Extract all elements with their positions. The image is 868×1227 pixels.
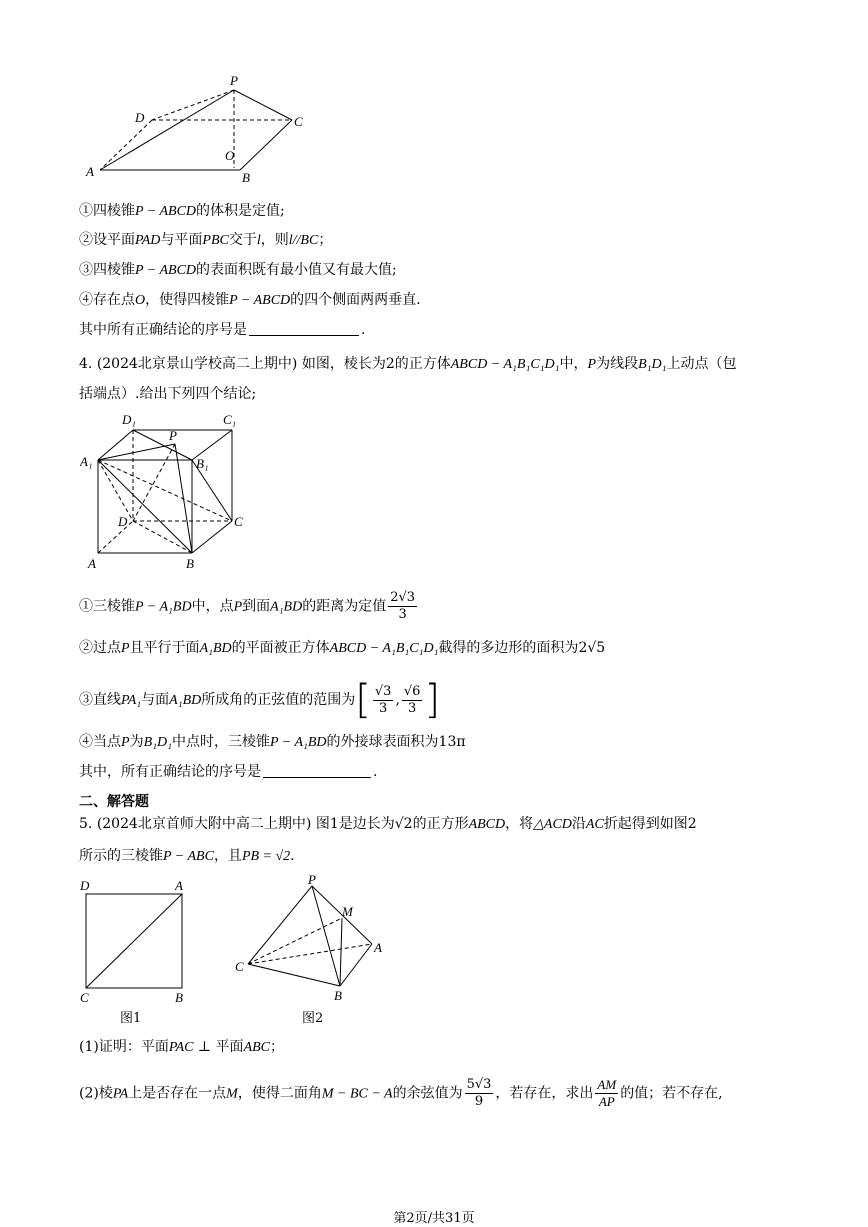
fraction-am-over-ap: $\frac{AM}{AP}$ bbox=[597, 1077, 617, 1109]
label-P: P bbox=[169, 428, 177, 443]
label-A: A bbox=[88, 556, 96, 571]
fraction-2root3-over-3: $\frac{2√3}{3}$ bbox=[390, 590, 416, 622]
q4-item-4: ④当点P为B₁D₁中点时，三棱锥P − A₁BD的外接球表面积为13π bbox=[79, 734, 466, 750]
q5-stem-line2: 所示的三棱锥P − ABC，且PB = √2. bbox=[79, 848, 295, 864]
label-A: A bbox=[175, 878, 183, 893]
label-M: M bbox=[342, 904, 353, 919]
label-D: D bbox=[118, 514, 128, 529]
q3-item-3: ③四棱锥P − ABCD的表面积既有最小值又有最大值; bbox=[79, 262, 397, 278]
caption-fig1: 图1 bbox=[120, 1011, 142, 1026]
label-P: P bbox=[230, 73, 238, 88]
fraction-5root3-over-9: $\frac{5√3}{9}$ bbox=[466, 1077, 492, 1109]
label-C1: C₁ bbox=[223, 412, 237, 427]
q3-answer-blank[interactable] bbox=[249, 321, 359, 336]
figure-cube bbox=[80, 408, 250, 573]
q4-item-3: ③直线PA₁与面A₁BD所成角的正弦值的范围为[ $\frac{√3}{3}$ , $\frac{√6}{3}$ ] bbox=[79, 677, 441, 723]
label-A: A bbox=[86, 164, 94, 179]
label-O: O bbox=[225, 148, 235, 163]
label-B: B bbox=[242, 170, 250, 182]
q4-item-2: ②过点P且平行于面A₁BD的平面被正方体ABCD − A₁B₁C₁D₁截得的多边形的面积为2√5 bbox=[79, 640, 606, 656]
figure-square bbox=[78, 876, 198, 1031]
q5-part-1: (1)证明：平面PAC ⊥ 平面ABC； bbox=[79, 1039, 285, 1055]
label-B: B bbox=[334, 988, 342, 1003]
label-B: B bbox=[175, 990, 183, 1005]
figure-triangular-pyramid bbox=[230, 872, 390, 1031]
q5-part-2: (2)棱PA上是否存在一点M，使得二面角M − BC − A的余弦值为 $\frac{5√3}{9}$ ，若存在，求出 $\frac{AM}{AP}$ 的值；若不存在, bbox=[79, 1077, 723, 1109]
label-D1: D₁ bbox=[122, 412, 136, 427]
label-A1: A₁ bbox=[80, 454, 93, 469]
label-C: C bbox=[234, 514, 243, 529]
caption-fig2: 图2 bbox=[302, 1011, 324, 1026]
label-D: D bbox=[135, 110, 145, 125]
label-D: D bbox=[80, 878, 90, 893]
q4-item-1: ①三棱锥P − A₁BD中，点P到面A₁BD的距离为定值 $\frac{2√3}{3}$ bbox=[79, 590, 416, 622]
label-B: B bbox=[186, 556, 194, 571]
page-footer: 第2页/共31页 bbox=[393, 1211, 475, 1226]
label-B1: B₁ bbox=[196, 456, 209, 471]
q4-stem-line1: 4. (2024北京景山学校高二上期中) 如图，棱长为2的正方体ABCD − A₁B₁C₁D₁中，P为线段B₁D₁上动点（包 bbox=[79, 356, 737, 372]
q3-item-2: ②设平面PAD与平面PBC交于l，则l//BC； bbox=[79, 232, 333, 248]
label-C: C bbox=[235, 959, 244, 974]
q4-answer-blank[interactable] bbox=[263, 763, 371, 778]
label-A: A bbox=[374, 940, 382, 955]
figure-pyramid-pabcd bbox=[80, 72, 310, 182]
q3-answer-prompt: 其中所有正确结论的序号是 . bbox=[79, 322, 366, 338]
q4-stem-line2: 括端点）.给出下列四个结论; bbox=[79, 386, 257, 402]
q3-item-4: ④存在点O，使得四棱锥P − ABCD的四个侧面两两垂直. bbox=[79, 292, 421, 308]
q3-item-1: ①四棱锥P − ABCD的体积是定值; bbox=[79, 203, 285, 219]
q4-answer-prompt: 其中，所有正确结论的序号是 . bbox=[79, 764, 378, 780]
label-C: C bbox=[294, 114, 303, 129]
q5-stem-line1: 5. (2024北京首师大附中高二上期中) 图1是边长为√2的正方形ABCD，将△ACD沿AC折起得到如图2 bbox=[79, 816, 697, 832]
label-C: C bbox=[80, 990, 89, 1005]
label-P: P bbox=[308, 872, 316, 887]
section-title: 二、解答题 bbox=[79, 794, 149, 810]
